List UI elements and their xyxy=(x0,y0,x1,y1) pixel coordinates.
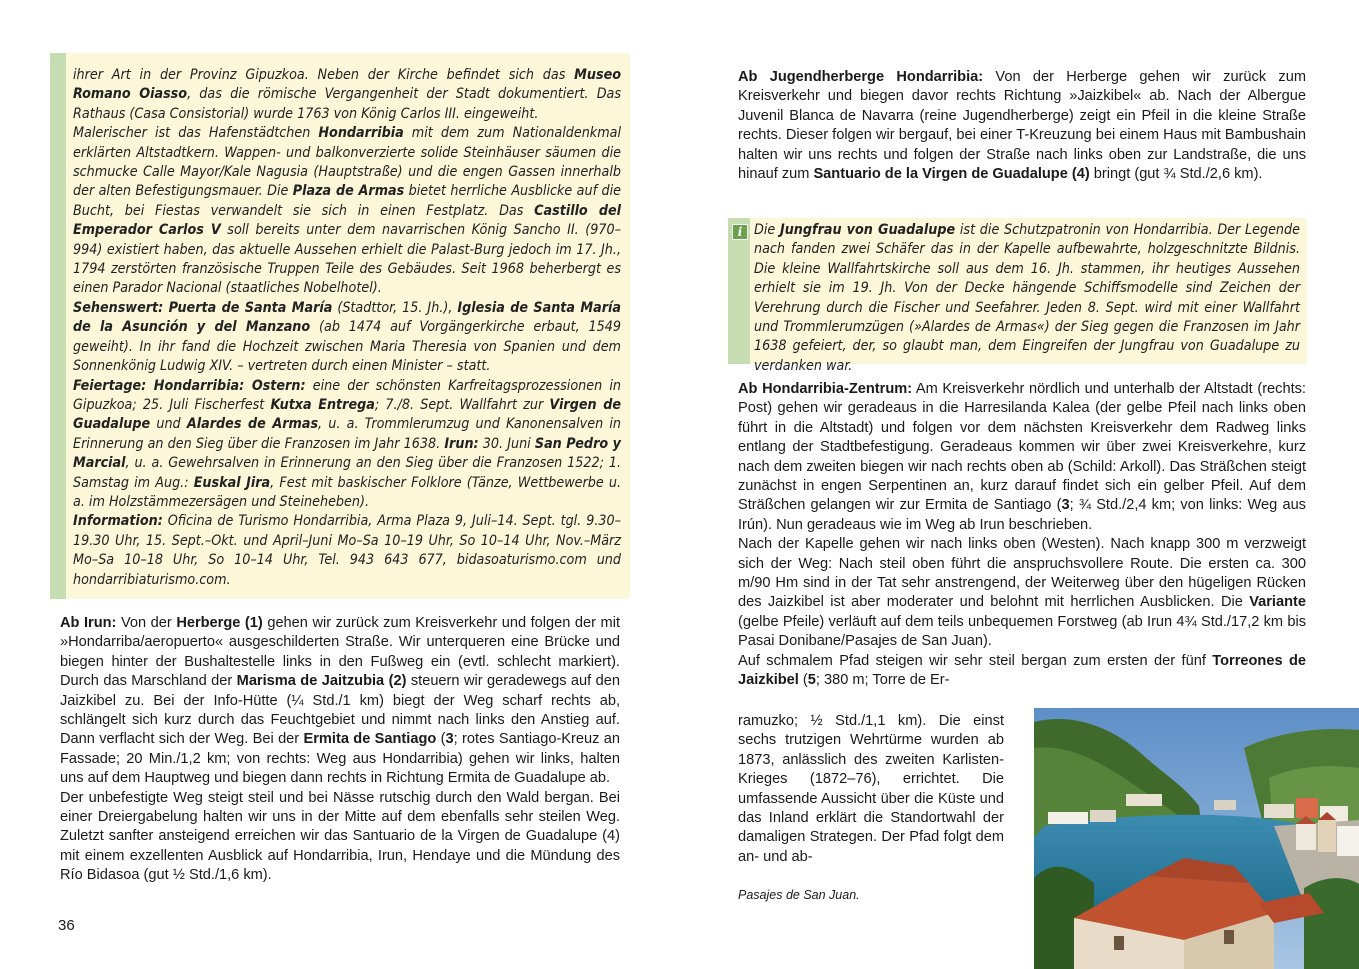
highlight-torreones: Torreones de Jaizkibel xyxy=(738,652,1306,689)
highlight-castillo: Castillo del Emperador Carlos V xyxy=(73,202,622,239)
info-paragraph-sehenswert: Sehenswert: Puerta de Santa María (Stadttor, 15. Jh.), Iglesia de Santa María de la Asunción y del Manzano (ab 1474 auf Vorgängerkirche erbaut, 1549 geweiht). In ihr fand die Hochzeit zwischen Maria Theresia von Spanien und dem Sonnenkönig Ludwig XIV. – vertreten durch einen Minister – statt. xyxy=(73,299,621,375)
info-box-content xyxy=(73,66,621,590)
highlight-ermita-de-santiago: Ermita de Santiago xyxy=(303,731,437,748)
info-icon: i xyxy=(732,224,748,240)
label-feiertage: Feiertage: Hondarribia: Ostern: xyxy=(73,377,306,394)
paragraph-ab-irun: Ab Irun: Von der Herberge (1) gehen wir zurück zum Kreisverkehr und folgen der mit »Hondarriba/aeropuerto« ausgeschilderten Straße. Wir unterqueren eine Brücke und biegen hinter der Bushaltestelle links in den Fußweg ein (evtl. schlecht markiert). Durch das Marschland der Marisma de Jaitzubia (2) steuern wir geradewegs auf den Jaizkibel zu. Bei der Info-Hütte (¼ Std./1 km) biegt der Weg scharf rechts ab, schlängelt sich kurz durch das Feuchtgebiet und nimmt nach links den Anstieg auf. Dann verflacht sich der Weg. Bei der Ermita de Santiago (3; rotes Santiago-Kreuz an Fassade; 20 Min./1,2 km; von rechts: Weg aus Hondarribia) gehen wir links, halten uns auf dem Hauptweg und biegen dann rechts in Richtung Ermita de Guadalupe ab. xyxy=(60,615,621,787)
tip-box-content xyxy=(754,221,1300,376)
right-top-text xyxy=(738,68,1306,184)
tip-box-guadalupe xyxy=(728,218,1307,374)
label-information: Information: xyxy=(73,513,163,530)
paragraph-schmalem-pfad: Auf schmalem Pfad steigen wir sehr steil bergan zum ersten der fünf Torreones de Jaizkibel (5; 380 m; Torre de Er- xyxy=(738,652,1306,689)
info-box-side-bar xyxy=(50,53,66,599)
paragraph-ab-jugendherberge: Ab Jugendherberge Hondarribia: Von der Herberge gehen wir zurück zum Kreisverkehr und biegen davor rechts Richtung »Jaizkibel« ab. Nach der Albergue Juvenil Blanca de Navarra (reine Jugendherberge) zeigt ein Pfeil in die kleine Straße rechts. Dieser folgen wir bergauf, bei einer T-Kreuzung bei einem Haus mit Bambushain halten wir uns rechts und folgen der Straße nach links oben zur Landstraße, die uns hinauf zum Santuario de la Virgen de Guadalupe (4) bringt (gut ¾ Std./2,6 km). xyxy=(738,69,1306,183)
paragraph-ramuzko: ramuzko; ½ Std./1,1 km). Die einst sechs trutzigen Wehrtürme wurden ab 1873, anlässlich des zweiten Karlisten-Krieges (1872–76), errichtet. Die umfassende Aussicht über die Küste und das Inland erklärt die Standortwahl der damaligen Strategen. Der Pfad folgt dem an- und ab- xyxy=(738,713,1004,865)
photo-caption: Pasajes de San Juan. xyxy=(738,888,860,902)
highlight-variante: Variante xyxy=(1249,594,1306,611)
right-page xyxy=(680,0,1359,969)
highlight-plaza-de-armas: Plaza de Armas xyxy=(292,183,405,200)
waypoint-number-5: 5 xyxy=(807,672,816,689)
highlight-santuario: Santuario de la Virgen de Guadalupe (4) xyxy=(813,166,1090,183)
highlight-hondarribia: Hondarribia xyxy=(318,125,404,142)
label-irun: Irun: xyxy=(444,435,479,452)
highlight-iglesia: Iglesia de Santa María de la Asunción y del Manzano xyxy=(73,299,621,336)
photo-illustration xyxy=(1034,708,1359,969)
highlight-kutxa-entrega: Kutxa Entrega xyxy=(270,396,375,413)
tip-paragraph: Die Jungfrau von Guadalupe ist die Schutzpatronin von Hondarribia. Der Legende nach fanden zwei Schäfer das in der Kapelle aufbewahrte, holzgeschnitzte Bildnis. Die kleine Wallfahrtskirche soll aus dem 16. Jh. stammen, ihr heutiges Aussehen erhielt sie im 19. Jh. Von der Decke hängende Schiffsmodelle sind Zeichen der Verehrung durch die Fischer und Seefahrer. Jeden 8. Sept. wird mit einer Wallfahrt und Trommlerumzügen (»Alardes de Armas«) der Sieg gegen die Franzosen im Jahr 1638 gefeiert, der, so glaubt man, dem Eingreifen der Jungfrau von Guadalupe zu verdanken war. xyxy=(754,222,1300,374)
paragraph-ab-hondarribia-zentrum: Ab Hondarribia-Zentrum: Am Kreisverkehr nördlich und unterhalb der Altstadt (rechts: Post) gehen wir geradeaus in die Harresilanda Kalea (der gelbe Pfeil nach links oben führt in die Altstadt) und folgen vor dem nächsten Kreisverkehr dem Radweg links entlang der Stadtbefestigung. Geradeaus kommen wir über zwei Kreisverkehre, kurz nach dem zweiten biegen wir nach rechts oben ab (Schild: Arkoll). Das Sträßchen steigt zunächst in engen Serpentinen an, kurz darauf findet sich ein gelber Pfeil. Auf dem Sträßchen gelangen wir zur Ermita de Santiago (3; ¾ Std./2,4 km; von links: Weg aus Irún). Nun geradeaus wie im Weg ab Irun beschrieben. xyxy=(738,381,1306,533)
label-sehenswert: Sehenswert: Puerta de Santa María xyxy=(73,299,333,316)
info-paragraph-hondarribia: Malerischer ist das Hafenstädtchen Hondarribia mit dem zum Nationaldenkmal erklärten Altstadtkern. Wappen- und balkonverzierte solide Steinhäuser säumen die schmucke Calle Mayor/Kale Nagusia (Hauptstraße) und die engen Gassen innerhalb der alten Befestigungsmauer. Die Plaza de Armas bietet herrliche Ausblicke auf die Bucht, bei Fiestas verwandelt sie sich in einen Festplatz. Das Castillo del Emperador Carlos V soll bereits unter dem navarrischen König Sancho II. (970–994) existiert haben, das aktuelle Aussehen erhielt die Palast-Burg jedoch im 17. Jh., 1794 zerstörten französische Truppen Teile des Gebäudes. Seit 1968 beherbergt es einen Parador Nacional (staatliches Nobelhotel). xyxy=(73,125,622,297)
left-body-text xyxy=(60,614,620,886)
right-middle-text xyxy=(738,380,1306,691)
info-box-hondarribia xyxy=(50,53,630,599)
highlight-euskal-jira: Euskal Jira xyxy=(193,474,271,491)
waypoint-number-3: 3 xyxy=(445,731,454,748)
heading-ab-hondarribia-zentrum: Ab Hondarribia-Zentrum: xyxy=(738,381,913,397)
info-paragraph-feiertage: Feiertage: Hondarribia: Ostern: eine der schönsten Karfreitagsprozessionen in Gipuzkoa; 25. Juli Fischerfest Kutxa Entrega; 7./8. Sept. Wallfahrt zur Virgen de Guadalupe und Alardes de Armas, u. a. Trommlerumzug und Kanonensalven in Erinnerung an den Sieg über die Franzosen im Jahr 1638. Irun: 30. Juni San Pedro y Marcial, u. a. Gewehrsalven in Erinnerung an den Sieg über die Franzosen 1522; 1. Samstag im Aug.: Euskal Jira, Fest mit baskischer Folklore (Tänze, Wettbewerbe u. a. im Holzstämmezersägen und Steineheben). xyxy=(73,377,622,510)
right-narrow-text xyxy=(738,712,1004,867)
info-paragraph-museo: ihrer Art in der Provinz Gipuzkoa. Neben der Kirche befindet sich das Museo Romano Oiasso, das die römische Vergangenheit der Stadt dokumentiert. Das Rathaus (Casa Consistorial) wurde 1763 von König Carlos III. eingeweiht. xyxy=(73,67,622,122)
heading-ab-jugendherberge: Ab Jugendherberge Hondarribia: xyxy=(738,69,984,85)
highlight-marisma: Marisma de Jaitzubia (2) xyxy=(236,673,407,690)
waypoint-number-3-right: 3 xyxy=(1061,497,1070,514)
paragraph-unbefestigte-weg: Der unbefestigte Weg steigt steil und bei Nässe rutschig durch den Wald bergan. Bei einer Dreiergabelung halten wir uns in der Mitte auf dem ebenfalls sehr steilen Weg. Zuletzt sanfter ansteigend erreichen wir das Santuario de la Virgen de Guadalupe (4) mit einem exzellenten Ausblick auf Hondarribia, Irun, Hendaye und die Mündung des Río Bidasoa (gut ½ Std./1,6 km). xyxy=(60,789,620,884)
highlight-virgen-de-guadalupe: Virgen de Guadalupe xyxy=(73,396,621,433)
highlight-herberge: Herberge (1) xyxy=(176,615,263,631)
photo-pasajes-de-san-juan xyxy=(1034,708,1359,969)
info-paragraph-information: Information: Oficina de Turismo Hondarribia, Arma Plaza 9, Juli–14. Sept. tgl. 9.30–19.30 Uhr, 15. Sept.–Okt. und April–Juni Mo–Sa 10–19 Uhr, So 10–14 Uhr, Nov.–März Mo–Sa 10–18 Uhr, So 10–14 Uhr, Tel. 943 643 677, bidasoaturismo.com und hondarribiaturismo.com. xyxy=(73,513,621,588)
highlight-jungfrau: Jungfrau von Guadalupe xyxy=(779,222,956,238)
highlight-museo-romano-oiasso: Museo Romano Oiasso xyxy=(73,67,621,103)
page-number: 36 xyxy=(58,917,75,934)
highlight-san-pedro: San Pedro y Marcial xyxy=(73,435,621,472)
highlight-alardes-de-armas: Alardes de Armas xyxy=(186,416,319,433)
heading-ab-irun: Ab Irun: xyxy=(60,615,117,631)
paragraph-nach-der-kapelle: Nach der Kapelle gehen wir nach links oben (Westen). Nach knapp 300 m verzweigt sich der Weg: Nach steil oben führt die anspruchsvollere Route. Die ersten ca. 300 m/90 Hm sind in der Tat sehr anstrengend, der Weiterweg über den hügeligen Rücken des Jaizkibel ist aber moderater und belohnt mit herrlichen Ausblicken. Die Variante (gelbe Pfeile) verläuft auf dem teils unbequemen Forstweg (ab Irun 4¾ Std./17,2 km bis Pasai Donibane/Pasajes de San Juan). xyxy=(738,536,1306,650)
